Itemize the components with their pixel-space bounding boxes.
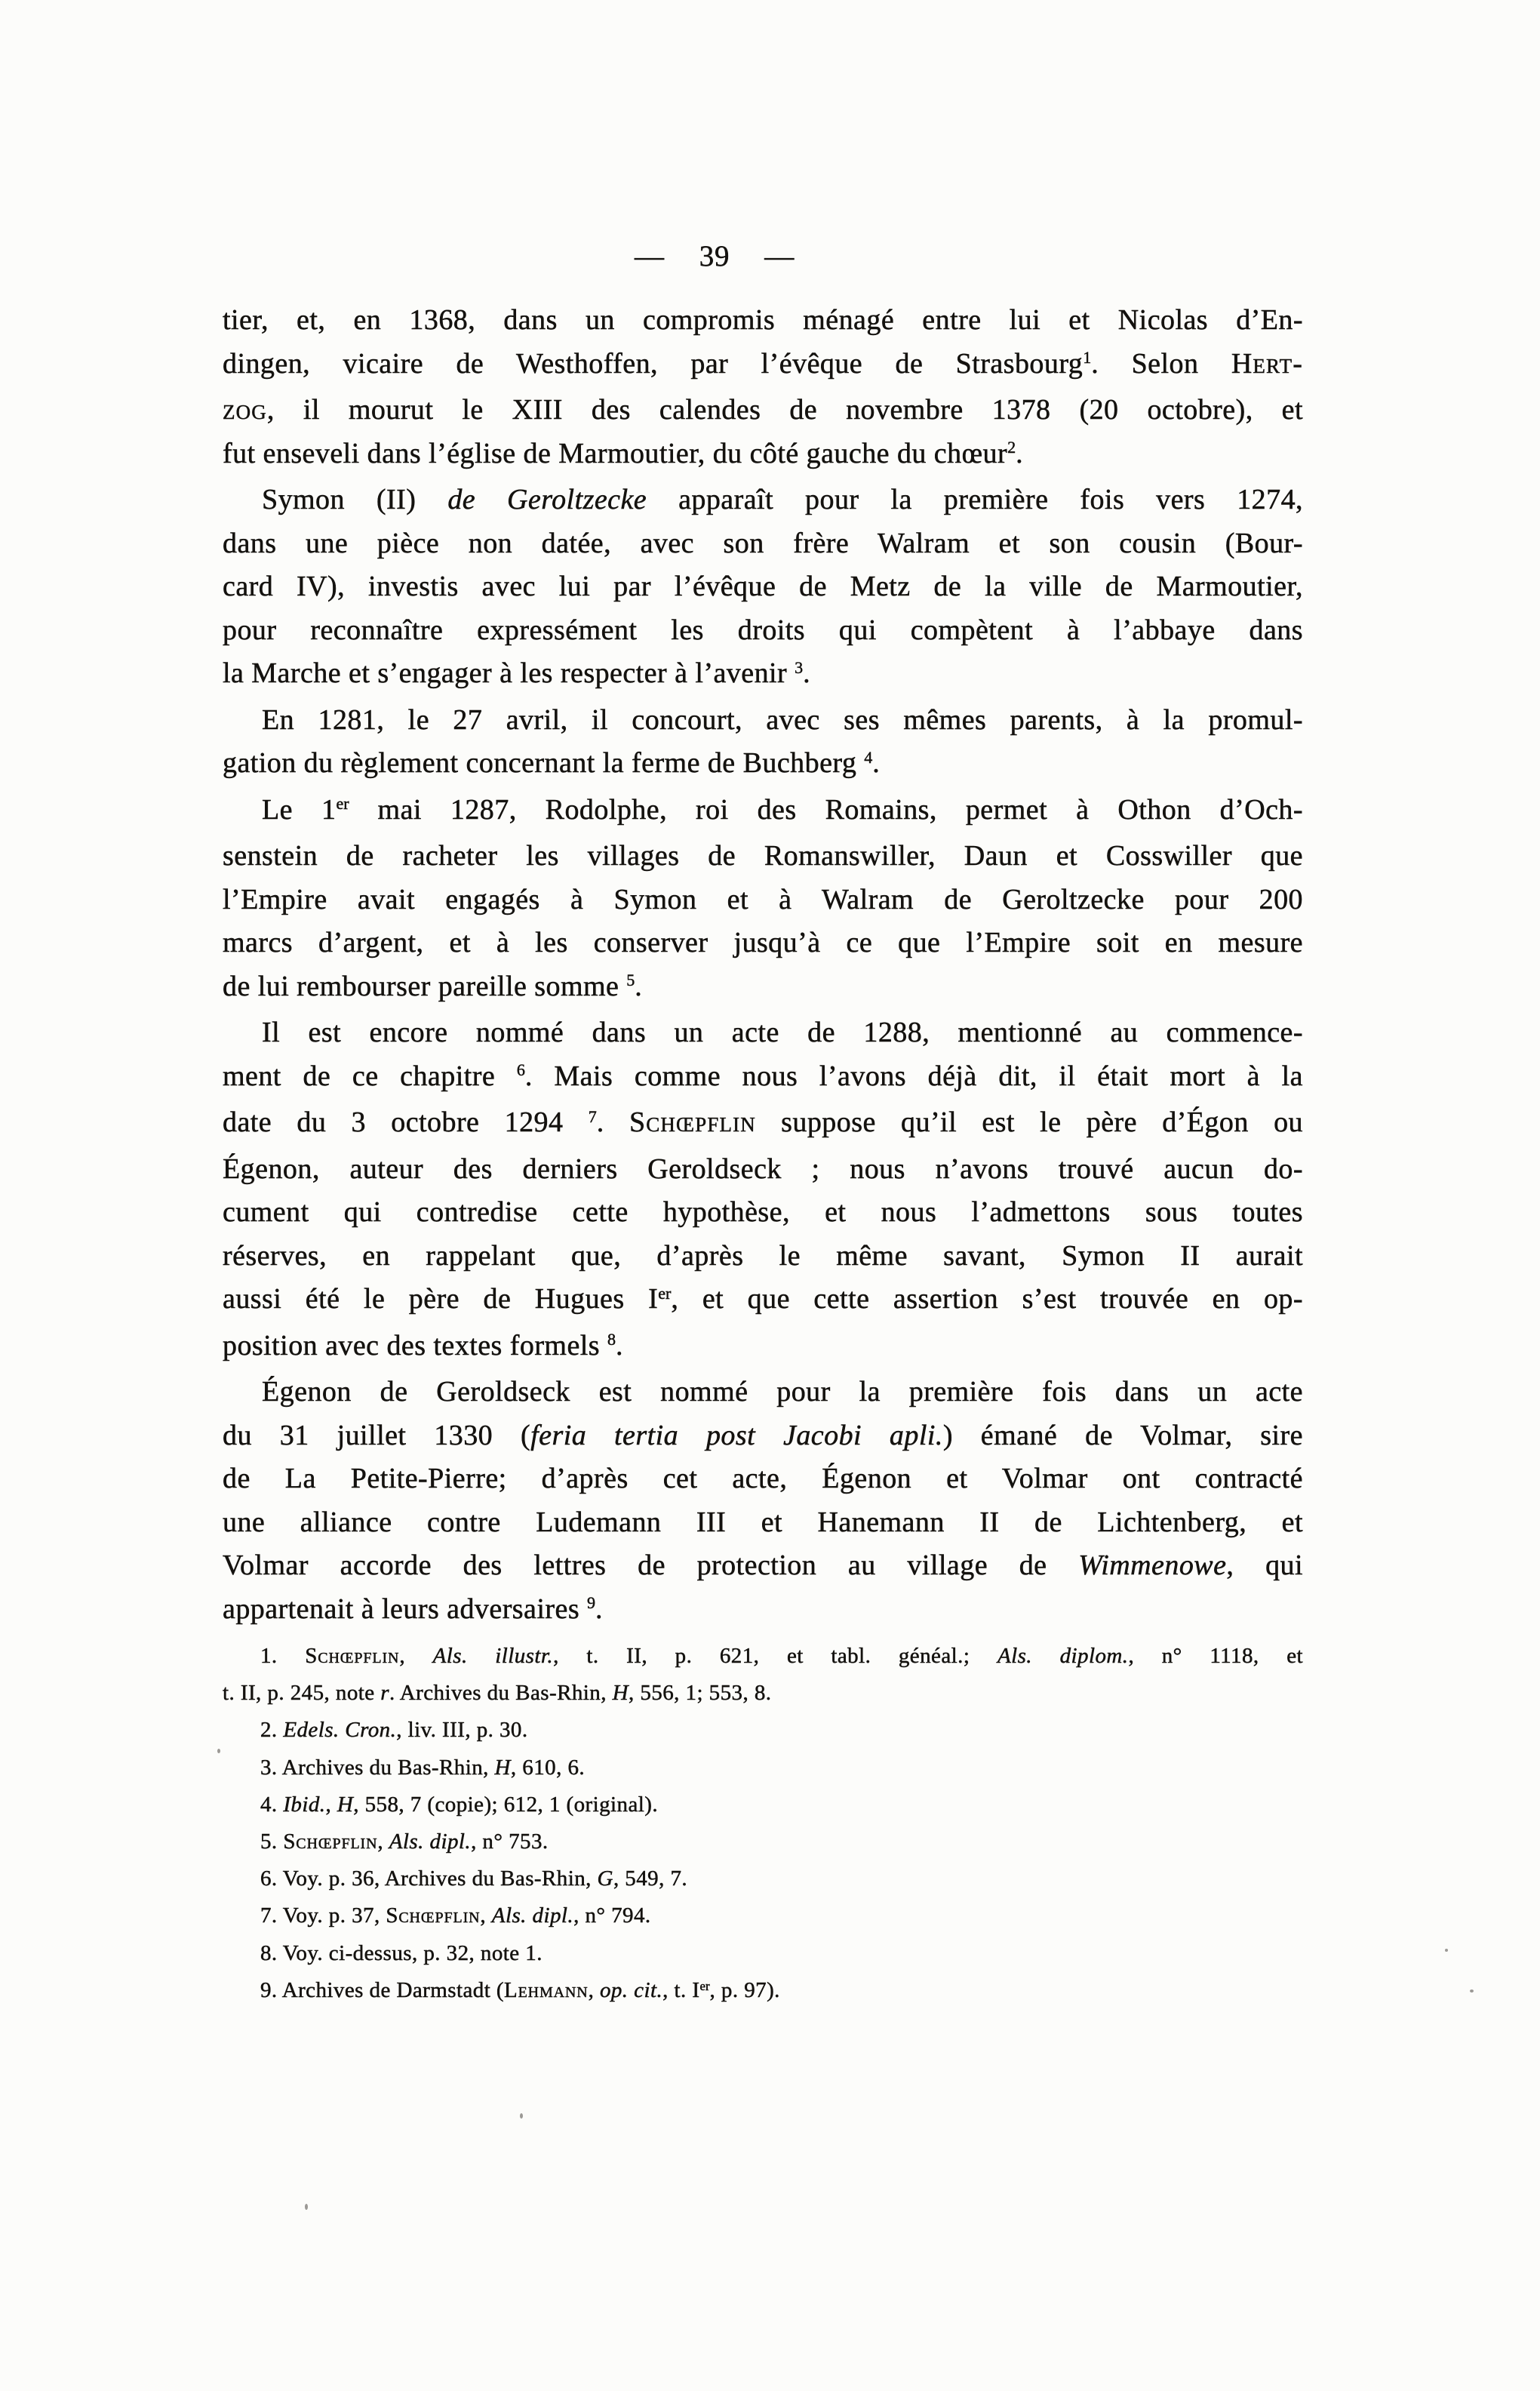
small-caps-name: Schœpflin (629, 1106, 756, 1138)
superscript-reference: 8 (607, 1330, 616, 1349)
scan-speck (520, 2113, 523, 2119)
text-segment: ment de ce chapitre (223, 1060, 517, 1092)
paragraph (223, 479, 1303, 699)
text-segment: position avec des textes formels (223, 1329, 607, 1362)
text-segment: dans une pièce non datée, avec son frère Walram et son cousin (Bour- (223, 527, 1303, 559)
text-segment: , t. II, p. 621, et tabl. généal.; (553, 1644, 997, 1668)
text-line (223, 1544, 1303, 1588)
text-segment: card IV), investis avec lui par l’évêque de Metz de la ville de Marmoutier, (223, 571, 1303, 602)
text-segment: apparaît pour la première fois vers 1274, (647, 484, 1303, 515)
text-line (223, 1414, 1303, 1458)
footnotes (223, 1638, 1303, 2011)
text-segment: la Marche et s’engager à les respecter à l’avenir (223, 657, 795, 689)
superscript-reference: 2 (1007, 438, 1016, 457)
text-segment: 3. Archives du Bas-Rhin, (260, 1755, 495, 1780)
italic-text: H (612, 1681, 629, 1706)
text-segment: , n° 753. (471, 1829, 549, 1854)
text-line (223, 1055, 1303, 1102)
small-caps-name: Lehmann (503, 1977, 589, 2002)
text-segment: t. II, p. 245, note (223, 1681, 381, 1706)
text-segment: , 610, 6. (510, 1755, 586, 1780)
text-line (223, 299, 1303, 343)
text-segment: . (616, 1329, 623, 1362)
text-segment: . (595, 1592, 604, 1625)
text-segment: . Archives du Bas-Rhin, (389, 1681, 613, 1706)
text-segment: , et que cette assertion s’est trouvée en op- (671, 1283, 1303, 1315)
header-dash-left: — (634, 240, 665, 272)
footnote-item (223, 1749, 1303, 1786)
text-segment: , n° 1118, et (1128, 1644, 1303, 1668)
italic-text: feria tertia post Jacobi apli. (530, 1419, 943, 1451)
text-segment: . Mais comme nous l’avons déjà dit, il était mort à la (524, 1060, 1303, 1092)
text-line (223, 389, 1303, 432)
small-caps-name: zog (223, 394, 267, 426)
text-segment: 4. (260, 1792, 284, 1817)
header-dash-right: — (764, 240, 795, 272)
superscript-reference: 9 (587, 1593, 596, 1613)
italic-text: G (597, 1866, 613, 1891)
text-line (223, 1675, 1303, 1712)
text-line (223, 479, 1303, 522)
italic-text: Als. diplom. (997, 1644, 1129, 1668)
text-line (223, 1897, 1303, 1934)
text-line (223, 789, 1303, 835)
italic-text: Ibid. (283, 1792, 326, 1817)
italic-text: Als. dipl. (491, 1903, 574, 1928)
paragraph (223, 789, 1303, 1012)
italic-text: de Geroltzecke (447, 484, 647, 515)
text-segment: . (596, 1106, 629, 1138)
text-segment: une alliance contre Ludemann III et Hanemann II de Lichtenberg, et (223, 1506, 1303, 1538)
text-segment: suppose qu’il est le père d’Égon ou (755, 1106, 1303, 1138)
text-segment: Égenon, auteur des derniers Geroldseck ; nous n’avons trouvé aucun do- (223, 1152, 1303, 1185)
text-segment: , t. I (662, 1977, 700, 2002)
text-line (223, 1638, 1303, 1675)
text-segment: ) émané de Volmar, sire (942, 1419, 1303, 1451)
small-caps-name: Schœpflin (386, 1903, 481, 1928)
text-segment: réserves, en rappelant que, d’après le même savant, Symon II aurait (223, 1239, 1303, 1272)
text-segment: , (377, 1829, 389, 1854)
italic-text: Als. illustr. (432, 1644, 554, 1668)
text-line (223, 1191, 1303, 1235)
italic-text: H (494, 1755, 511, 1780)
scan-speck (1470, 1989, 1474, 1992)
text-segment: cument qui contredise cette hypothèse, et nous l’admettons sous toutes (223, 1196, 1303, 1228)
text-line (223, 879, 1303, 922)
body-text (223, 299, 1303, 1634)
footnote-item (223, 1712, 1303, 1749)
italic-text: H (337, 1792, 354, 1817)
italic-text: Wimmenowe (1078, 1549, 1227, 1581)
page-number: 39 (699, 240, 730, 272)
text-line (223, 432, 1303, 479)
text-segment: , (325, 1792, 337, 1817)
text-segment: , liv. III, p. 30. (396, 1718, 528, 1743)
text-line (223, 1972, 1303, 2011)
text-segment: l’Empire avait engagés à Symon et à Walram de Geroltzecke pour 200 (223, 883, 1303, 915)
footnote-item (223, 1786, 1303, 1823)
footnote-item (223, 1823, 1303, 1860)
text-segment: du 31 juillet 1330 ( (223, 1419, 531, 1451)
text-segment: 1. (260, 1644, 306, 1668)
superscript-reference: 1 (1083, 348, 1092, 368)
text-line (223, 699, 1303, 743)
text-segment: 6. Voy. p. 36, Archives du Bas-Rhin, (260, 1866, 598, 1891)
text-segment: 7. Voy. p. 37, (260, 1903, 386, 1928)
italic-text: r (380, 1681, 389, 1706)
text-segment: marcs d’argent, et à les conserver jusqu’à ce que l’Empire soit en mesure (223, 927, 1303, 959)
text-line (223, 1101, 1303, 1148)
text-line (223, 1501, 1303, 1545)
footnote-item (223, 1897, 1303, 1934)
text-segment: . (872, 747, 881, 779)
text-segment: Symon (II) (262, 484, 448, 515)
text-segment: mai 1287, Rodolphe, roi des Romains, permet à Othon d’Och- (349, 793, 1303, 826)
superscript-reference: er (336, 794, 349, 814)
paragraph (223, 1011, 1303, 1371)
superscript-reference: 6 (516, 1060, 525, 1080)
text-line (223, 835, 1303, 879)
text-line (223, 1588, 1303, 1635)
text-line (223, 922, 1303, 965)
text-segment: gation du règlement concernant la ferme de Buchberg (223, 747, 865, 779)
text-line (223, 652, 1303, 699)
text-segment: aussi été le père de Hugues I (223, 1283, 659, 1315)
small-caps-name: Schœpflin (305, 1644, 400, 1668)
text-segment: dingen, vicaire de Westhoffen, par l’évêque de Strasbourg (223, 347, 1084, 380)
text-line (223, 1278, 1303, 1325)
text-segment: . (803, 657, 811, 689)
text-segment: pour reconnaître expressément les droits qui compètent à l’abbaye dans (223, 614, 1303, 646)
paragraph (223, 299, 1303, 479)
scan-speck (217, 1749, 220, 1753)
page-number-header (223, 240, 1303, 273)
text-segment: , il mourut le XIII des calendes de novembre 1378 (20 octobre), et (266, 394, 1303, 426)
text-segment: , (588, 1977, 600, 2002)
text-line (223, 522, 1303, 566)
superscript-reference: 3 (795, 657, 804, 677)
text-line (223, 565, 1303, 609)
text-segment: fut enseveli dans l’église de Marmoutier, du côté gauche du chœur (223, 437, 1008, 469)
superscript-reference: er (658, 1283, 672, 1303)
text-segment: Volmar accorde des lettres de protection au village de (223, 1549, 1079, 1581)
text-segment: , p. 97). (709, 1977, 780, 2002)
text-segment: 2. (260, 1718, 284, 1743)
text-segment: 8. Voy. ci-dessus, p. 32, note 1. (260, 1940, 543, 1965)
text-line (223, 1148, 1303, 1192)
scan-speck (305, 2204, 308, 2210)
paragraph (223, 699, 1303, 789)
superscript-reference: 7 (588, 1106, 597, 1126)
text-segment: senstein de racheter les villages de Romanswiller, Daun et Cosswiller que (223, 840, 1303, 872)
text-segment: de La Petite-Pierre; d’après cet acte, Égenon et Volmar ont contracté (223, 1463, 1303, 1494)
text-segment: , 556, 1; 553, 8. (628, 1681, 772, 1706)
superscript-reference: 5 (626, 971, 635, 990)
small-caps-name: Schœpflin (283, 1829, 378, 1854)
text-line (223, 609, 1303, 653)
text-line (223, 343, 1303, 389)
text-segment: Il est encore nommé dans un acte de 1288, mentionné au commence- (262, 1017, 1303, 1048)
text-segment: . (1016, 437, 1024, 469)
scan-speck (1445, 1949, 1448, 1952)
text-segment: , n° 794. (573, 1903, 651, 1928)
text-segment: , qui (1226, 1549, 1303, 1581)
text-segment: , (399, 1644, 433, 1668)
small-caps-name: Hert- (1231, 347, 1303, 380)
superscript-reference: 4 (864, 747, 873, 767)
text-segment: , 558, 7 (copie); 612, 1 (original). (353, 1792, 659, 1817)
text-segment: 9. Archives de Darmstadt ( (260, 1977, 504, 2002)
text-segment: date du 3 octobre 1294 (223, 1106, 589, 1138)
text-segment: , 549, 7. (613, 1866, 688, 1891)
text-line (223, 965, 1303, 1012)
italic-text: op. cit. (599, 1977, 663, 2002)
italic-text: Edels. Cron. (283, 1718, 397, 1743)
text-line (223, 1011, 1303, 1055)
text-line (223, 1935, 1303, 1972)
text-segment: Le 1 (262, 793, 337, 826)
text-line (223, 1712, 1303, 1749)
text-segment: . (635, 970, 643, 1002)
text-segment: , (480, 1903, 492, 1928)
text-line (223, 1823, 1303, 1860)
footnote-item (223, 1935, 1303, 1972)
text-segment: appartenait à leurs adversaires (223, 1592, 588, 1625)
text-line (223, 1749, 1303, 1786)
text-segment: de lui rembourser pareille somme (223, 970, 627, 1002)
paragraph (223, 1371, 1303, 1634)
text-segment: . Selon (1091, 347, 1231, 380)
text-line (223, 1325, 1303, 1371)
text-segment: tier, et, en 1368, dans un compromis ménagé entre lui et Nicolas d’En- (223, 304, 1303, 336)
text-line (223, 1371, 1303, 1414)
text-line (223, 1786, 1303, 1823)
footnote-item (223, 1860, 1303, 1897)
text-segment: 5. (260, 1829, 284, 1854)
footnote-item (223, 1638, 1303, 1712)
footnote-item (223, 1972, 1303, 2011)
text-line (223, 1235, 1303, 1279)
text-segment: Égenon de Geroldseck est nommé pour la première fois dans un acte (262, 1376, 1303, 1408)
italic-text: Als. dipl. (389, 1829, 472, 1854)
text-segment: En 1281, le 27 avril, il concourt, avec ses mêmes parents, à la promul- (262, 703, 1303, 736)
text-line (223, 1860, 1303, 1897)
superscript-reference: er (699, 1978, 710, 1993)
text-line (223, 742, 1303, 789)
text-line (223, 1457, 1303, 1501)
